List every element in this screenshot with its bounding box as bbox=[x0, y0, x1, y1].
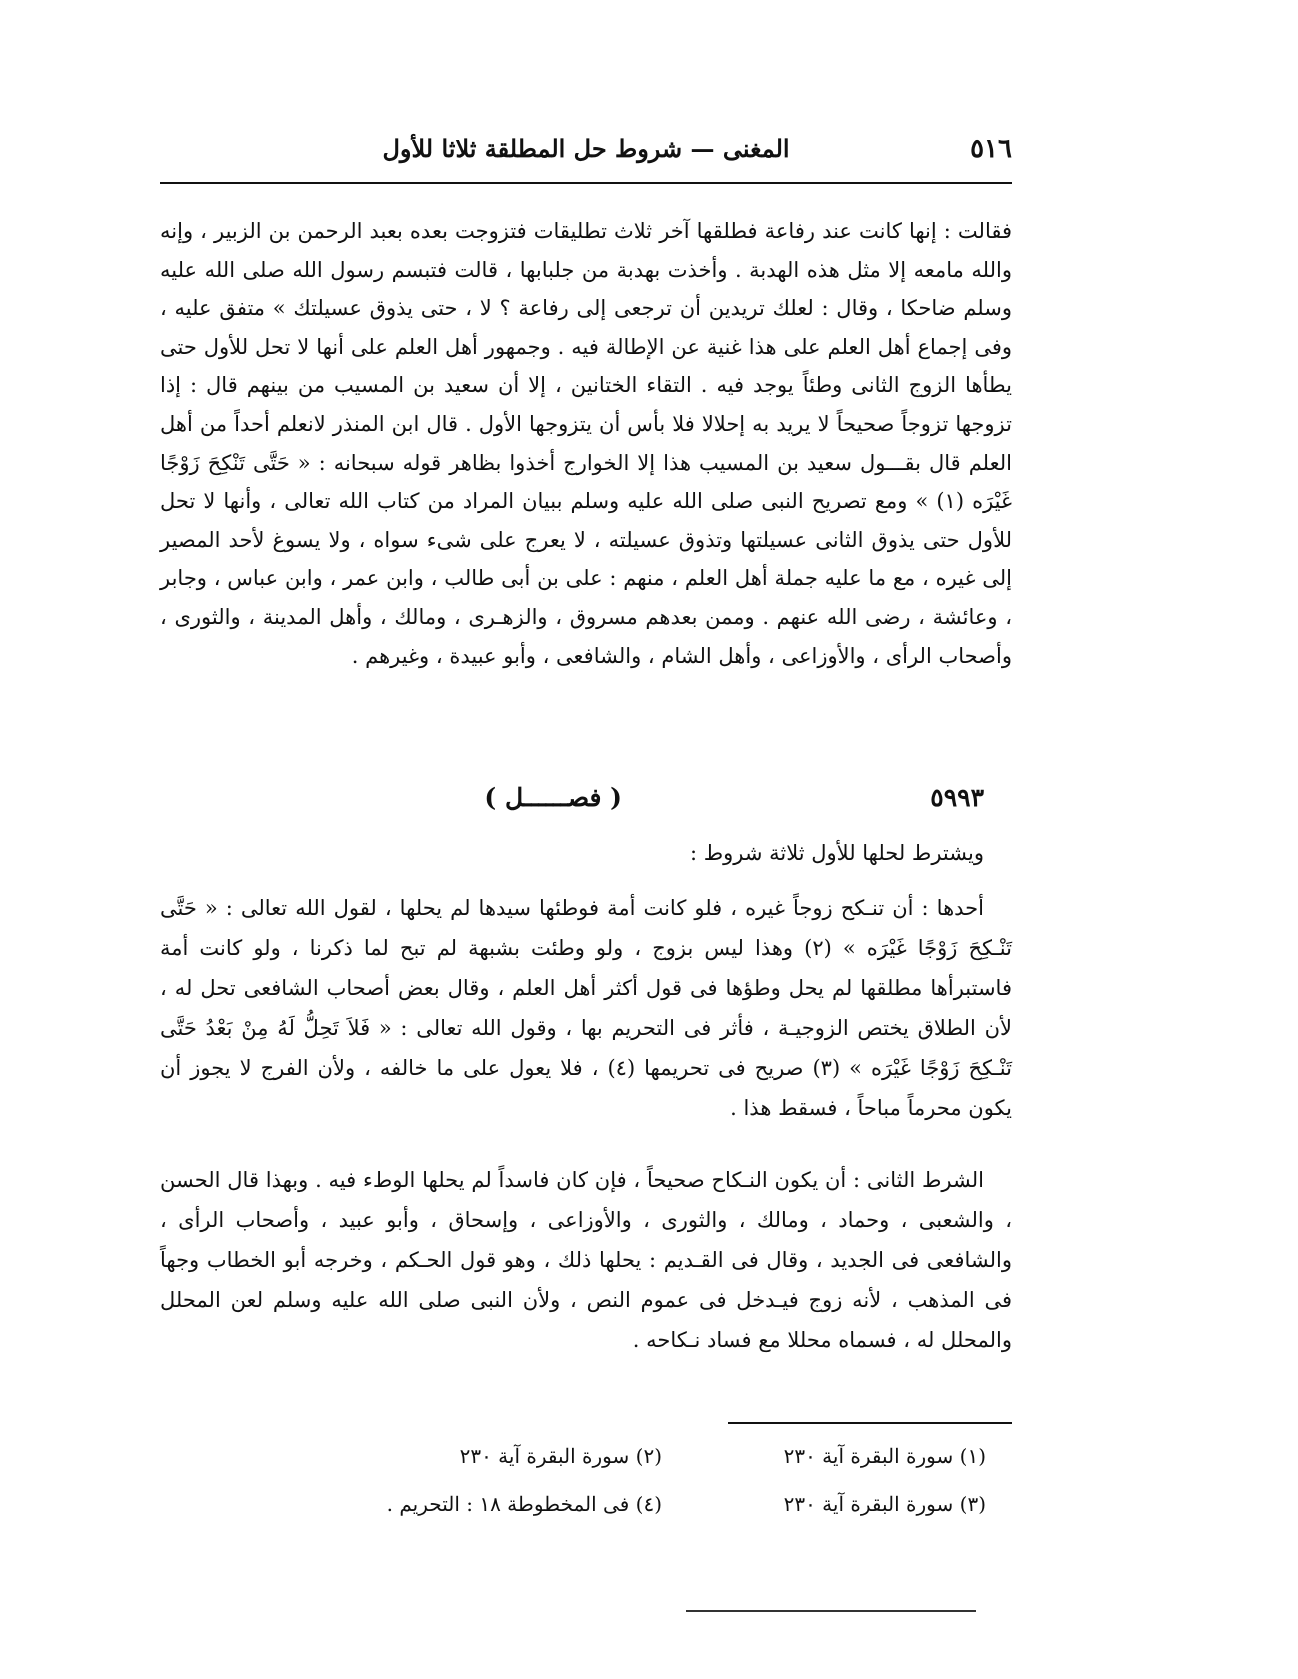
footnote-3: (٣) سورة البقرة آية ٢٣٠ bbox=[783, 1492, 986, 1516]
paragraph: الشرط الثانى : أن يكون النـكاح صحيحاً ، فإن كان فاسداً لم يحلها الوطء فيه . وبهذا قال الحسن ، والشعبى ، وحماد ، ومالك ، والثورى ، والأوزاعى ، وإسحاق ، وأبو عبيد ، وأصحاب الرأى ، والشافعى فى الجديد ، وقال فى القـديم : يحلها ذلك ، وهو قول الحـكم ، وخرجه أبو الخطاب وجهاً فى المذهب ، لأنه زوج فيـدخل فى عموم النص ، ولأن النبى صلى الله عليه وسلم لعن المحلل والمحلل له ، فسماه محللا مع فساد نـكاحه . bbox=[160, 1168, 1012, 1352]
footnote-2: (٢) سورة البقرة آية ٢٣٠ bbox=[459, 1444, 662, 1468]
paragraph: فقالت : إنها كانت عند رفاعة فطلقها آخر ثلاث تطليقات فتزوجت بعده بعبد الرحمن بن الزبير ، وإنه والله مامعه إلا مثل هذه الهدبة . وأخذت بهدبة من جلبابها ، قالت فتبسم رسول الله صلى الله عليه وسلم ضاحكا ، وقال : لعلك تريدين أن ترجعى إلى رفاعة ؟ لا ، حتى يذوق عسيلتك » متفق عليه ، وفى إجماع أهل العلم على هذا غنية عن الإطالة فيه . وجمهور أهل العلم على أنها لا تحل للأول حتى يطأها الزوج الثانى وطئاً يوجد فيه . التقاء الختانين ، إلا أن سعيد بن المسيب من بينهم قال : إذا تزوجها تزوجاً صحيحاً لا يريد به إحلالا فلا بأس أن يتزوجها الأول . قال ابن المنذر لانعلم أحداً من أهل العلم قال بقـــول سعيد بن المسيب هذا إلا الخوارج أخذوا بظاهر قوله سبحانه : « حَتَّى تَنْكِحَ زَوْجًا غَيْرَه (١) » ومع تصريح النبى صلى الله عليه وسلم ببيان المراد من كتاب الله تعالى ، وأنها لا تحل للأول حتى يذوق الثانى عسيلتها وتذوق عسيلته ، لا يعرج على شىء سواه ، ولا يسوغ لأحد المصير إلى غيره ، مع ما عليه جملة أهل العلم ، منهم : على بن أبى طالب ، وابن عمر ، وابن عباس ، وجابر ، وعائشة ، رضى الله عنهم . وممن بعدهم مسروق ، والزهـرى ، ومالك ، وأهل المدينة ، والثورى ، وأصحاب الرأى ، والأوزاعى ، وأهل الشام ، والشافعى ، وأبو عبيدة ، وغيرهم . bbox=[160, 219, 1012, 668]
footnote-4: (٤) فى المخطوطة ١٨ : التحريم . bbox=[386, 1492, 662, 1516]
main-text bbox=[160, 212, 1012, 675]
section-number: ٥٩٩٣ bbox=[930, 783, 984, 812]
condition-one bbox=[160, 888, 1012, 1128]
condition-two bbox=[160, 1160, 1012, 1360]
page-number: ٥١٦ bbox=[970, 134, 1012, 164]
section-title: ( فصــــــل ) bbox=[484, 783, 622, 812]
footnote-rule bbox=[728, 1422, 1012, 1424]
header-rule bbox=[160, 182, 1012, 184]
page-header bbox=[160, 128, 1012, 172]
running-title: المغنى — شروط حل المطلقة ثلاثا للأول bbox=[382, 134, 790, 163]
bottom-rule bbox=[686, 1610, 976, 1612]
footnote-1: (١) سورة البقرة آية ٢٣٠ bbox=[783, 1444, 986, 1468]
paragraph: أحدها : أن تنـكح زوجاً غيره ، فلو كانت أمة فوطئها سيدها لم يحلها ، لقول الله تعالى : « حَتَّى تَنْـكِحَ زَوْجًا غَيْرَه » (٢) وهذا ليس بزوج ، ولو وطئت بشبهة لم تبح لما ذكرنا ، ولو كانت أمة فاستبرأها مطلقها لم يحل وطؤها فى قول أكثر أهل العلم ، وقال بعض أصحاب الشافعى تحل له ، لأن الطلاق يختص الزوجيـة ، فأثر فى التحريم بها ، وقول الله تعالى : « فَلاَ تَحِلُّ لَهُ مِنْ بَعْدُ حَتَّى تَنْـكِحَ زَوْجًا غَيْرَه » (٣) صريح فى تحريمها (٤) ، فلا يعول على ما خالفه ، ولأن الفرج لا يجوز أن يكون محرماً مباحاً ، فسقط هذا . bbox=[160, 896, 1012, 1120]
section-heading bbox=[160, 783, 1012, 819]
section-intro: ويشترط لحلها للأول ثلاثة شروط : bbox=[689, 841, 984, 865]
